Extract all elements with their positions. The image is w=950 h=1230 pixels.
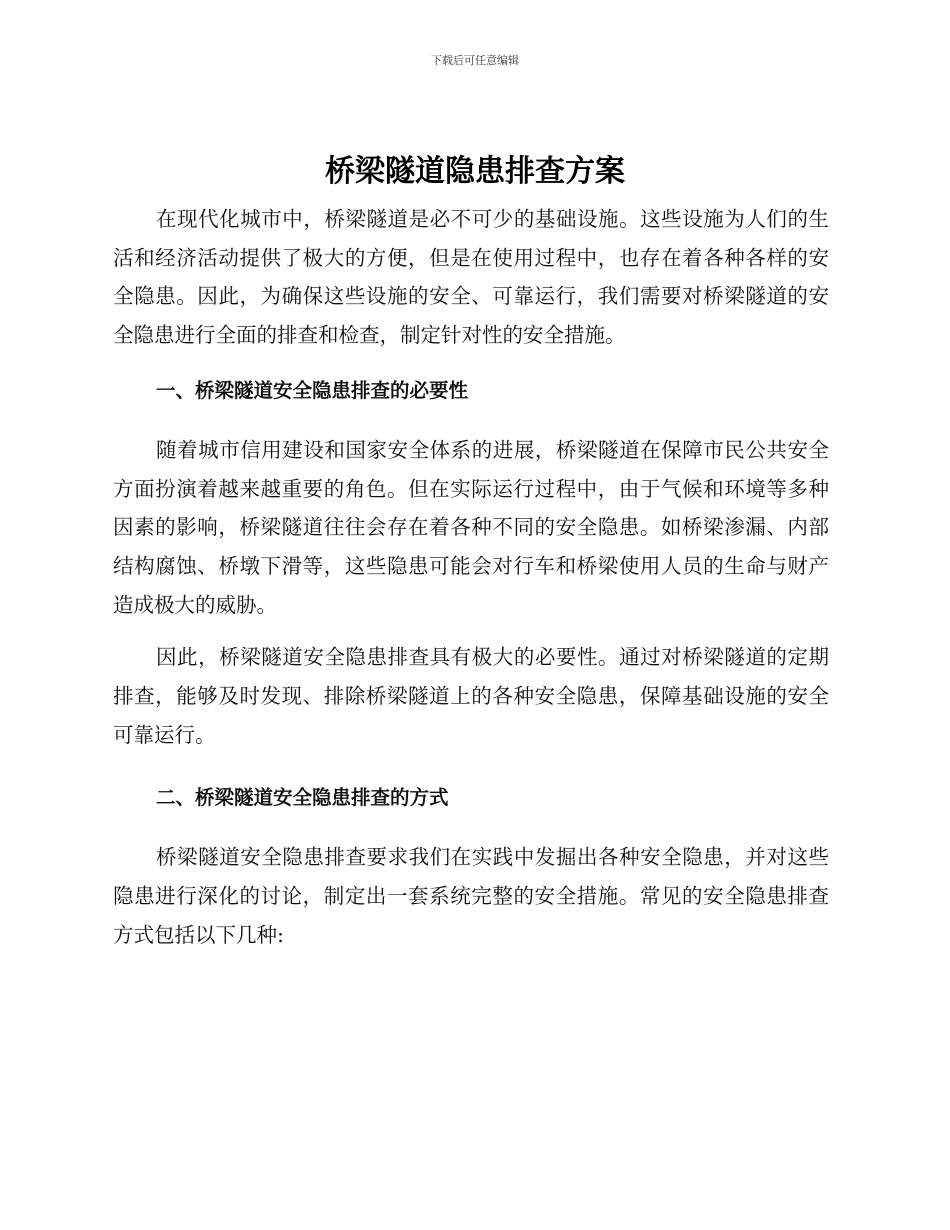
methods-paragraph-1: 桥梁隧道安全隐患排查要求我们在实践中发掘出各种安全隐患，并对这些隐患进行深化的讨论，制定出一套系统完整的安全措施。常见的安全隐患排查方式包括以下几种: — [113, 845, 829, 947]
intro-paragraph: 在现代化城市中，桥梁隧道是必不可少的基础设施。这些设施为人们的生活和经济活动提供了极大的方便，但是在使用过程中，也存在着各种各样的安全隐患。因此，为确保这些设施的安全、可靠运行，我们需要对桥梁隧道的安全隐患进行全面的排查和检查，制定针对性的安全措施。 — [113, 207, 829, 348]
necessity-paragraph-1: 随着城市信用建设和国家安全体系的进展，桥梁隧道在保障市民公共安全方面扮演着越来越重要的角色。但在实际运行过程中，由于气候和环境等多种因素的影响，桥梁隧道往往会存在着各种不同的安全隐患。如桥梁渗漏、内部结构腐蚀、桥墩下滑等，这些隐患可能会对行车和桥梁使用人员的生命与财产造成极大的威胁。 — [113, 437, 829, 617]
section-heading-methods: 二、桥梁隧道安全隐患排查的方式 — [156, 786, 449, 810]
page-header-note: 下载后可任意编辑 — [431, 54, 519, 67]
document-title: 桥梁隧道隐患排查方案 — [325, 154, 625, 189]
document-body — [113, 200, 829, 955]
necessity-paragraph-2: 因此，桥梁隧道安全隐患排查具有极大的必要性。通过对桥梁隧道的定期排查，能够及时发现、排除桥梁隧道上的各种安全隐患，保障基础设施的安全可靠运行。 — [113, 645, 829, 747]
section-heading-necessity: 一、桥梁隧道安全隐患排查的必要性 — [156, 378, 469, 402]
